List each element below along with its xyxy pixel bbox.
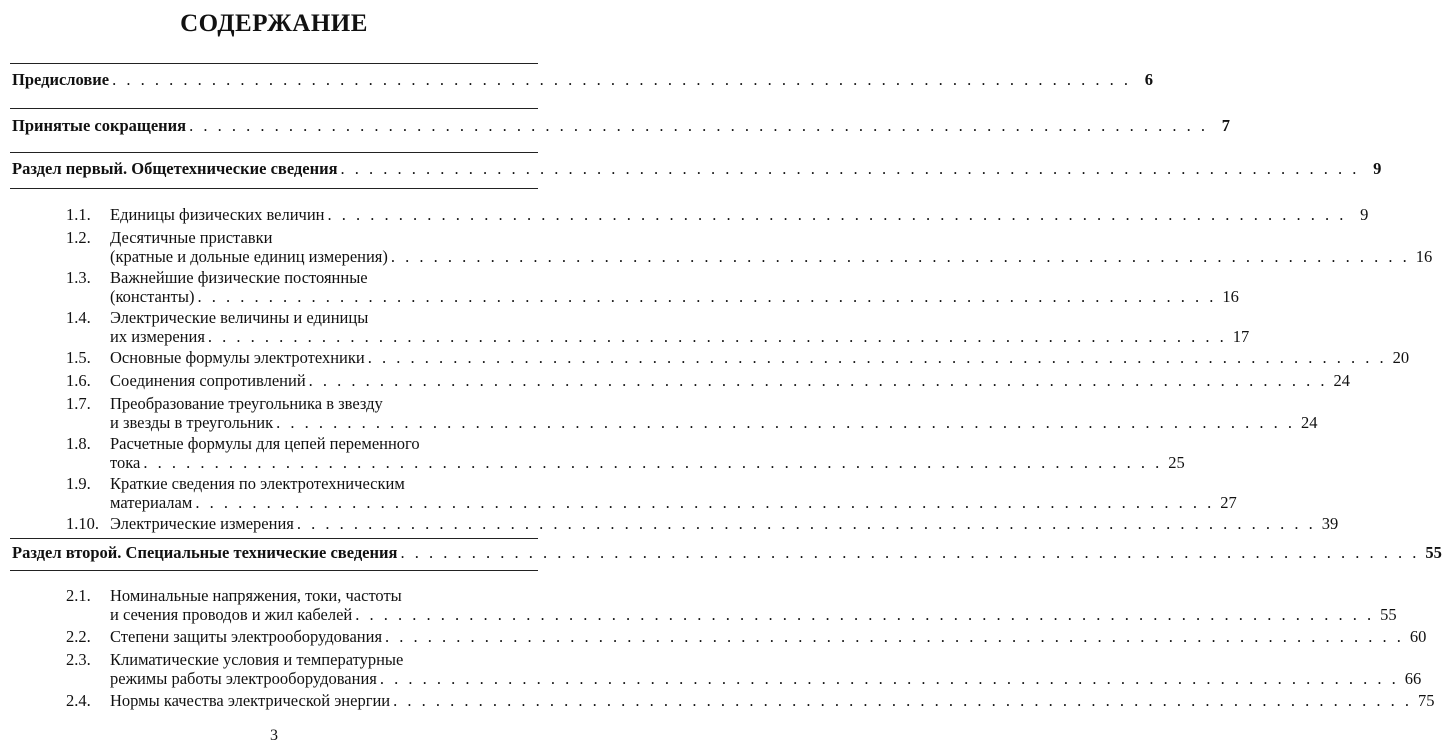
toc-entry-title: Краткие сведения по электротехническим (110, 474, 405, 493)
toc-entry (66, 586, 537, 606)
dot-leader (195, 493, 1214, 513)
toc-section-part1 (12, 159, 1382, 179)
toc-page-number: 20 (1392, 348, 1410, 367)
toc-page-number: 60 (1409, 627, 1427, 646)
toc-entry-title: Преобразование треугольника в звезду (110, 394, 383, 413)
toc-entry-number: 2.2. (66, 627, 91, 646)
toc-entry-title: Климатические условия и температурные (110, 650, 404, 669)
toc-entry-continuation (66, 287, 1239, 307)
toc-entry-title: Электрические измерения (110, 514, 294, 533)
toc-entry-continuation (66, 413, 1318, 433)
toc-entry (66, 371, 1351, 391)
dot-leader (328, 205, 1347, 225)
toc-entry-number: 1.2. (66, 228, 91, 247)
toc-entry-continuation (66, 669, 1422, 689)
page-number: 3 (270, 727, 278, 744)
toc-entry (66, 474, 537, 494)
dot-leader (143, 453, 1162, 473)
toc-page-number: 6 (1144, 70, 1154, 89)
dot-leader (380, 669, 1399, 689)
toc-section-part2 (12, 543, 1442, 563)
page-title: СОДЕРЖАНИЕ (180, 10, 368, 37)
toc-entry-continuation (66, 493, 1237, 513)
dot-leader (189, 116, 1208, 136)
dot-leader (276, 413, 1295, 433)
toc-entry-continuation (66, 247, 1433, 267)
toc-entry-number: 2.4. (66, 691, 91, 710)
dot-leader (297, 514, 1316, 534)
toc-page-number: 17 (1232, 327, 1250, 346)
toc-entry-number: 1.7. (66, 394, 91, 413)
toc-page-number: 55 (1380, 605, 1397, 624)
dot-leader (309, 371, 1328, 391)
toc-entry (66, 348, 1410, 368)
divider (10, 188, 538, 189)
toc-page-number: 16 (1222, 287, 1239, 306)
toc-entry (66, 394, 537, 414)
toc-entry-number: 1.4. (66, 308, 91, 327)
divider (10, 538, 538, 539)
toc-section-label: Раздел второй. Специальные технические сведения (12, 543, 398, 562)
toc-entry (66, 434, 537, 454)
dot-leader (393, 691, 1412, 711)
toc-entry-title: материалам (110, 493, 193, 512)
toc-page-number: 7 (1221, 116, 1230, 135)
toc-entry-number: 1.10. (66, 514, 99, 533)
toc-entry-continuation (66, 327, 1250, 347)
dot-leader (385, 627, 1404, 647)
toc-entry-number: 1.1. (66, 205, 91, 224)
dot-leader (197, 287, 1216, 307)
toc-entry (66, 514, 1339, 534)
toc-entry-title: Десятичные приставки (110, 228, 273, 247)
toc-entry-title: Расчетные формулы для цепей переменного (110, 434, 420, 453)
toc-section-abbreviations (12, 116, 1230, 136)
toc-page-number: 16 (1415, 247, 1433, 266)
toc-entry-number: 2.1. (66, 586, 91, 605)
toc-entry-title: (кратные и дольные единиц измерения) (110, 247, 388, 266)
toc-entry (66, 228, 537, 248)
toc-entry-continuation (66, 605, 1397, 625)
toc-entry-title: Электрические величины и единицы (110, 308, 369, 327)
toc-entry-title: их измерения (110, 327, 205, 346)
toc-entry (66, 205, 1369, 225)
toc-section-label: Принятые сокращения (12, 116, 187, 135)
toc-entry (66, 308, 537, 328)
toc-entry-number: 1.5. (66, 348, 91, 367)
toc-entry-title: режимы работы электрооборудования (110, 669, 377, 688)
toc-page-number: 24 (1333, 371, 1351, 390)
toc-entry-number: 1.3. (66, 268, 91, 287)
toc-entry (66, 268, 537, 288)
toc-page-number: 39 (1321, 514, 1339, 533)
dot-leader (208, 327, 1227, 347)
toc-entry (66, 627, 1427, 647)
toc-entry-continuation (66, 453, 1185, 473)
toc-entry-title: Степени защиты электрооборудования (110, 627, 383, 646)
dot-leader (391, 247, 1410, 267)
toc-page-number: 55 (1425, 543, 1442, 562)
toc-page-number: 9 (1360, 205, 1369, 224)
toc-entry-title: Единицы физических величин (110, 205, 325, 224)
toc-section-preface (12, 70, 1154, 90)
toc-page-number: 75 (1418, 691, 1435, 710)
divider (10, 63, 538, 64)
toc-entry-number: 1.8. (66, 434, 91, 453)
toc-page-number: 27 (1220, 493, 1237, 512)
toc-entry-title: и звезды в треугольник (110, 413, 274, 432)
toc-entry-title: Основные формулы электротехники (110, 348, 365, 367)
toc-entry-title: Соединения сопротивлений (110, 371, 306, 390)
dot-leader (355, 605, 1374, 625)
toc-entry (66, 691, 1435, 711)
toc-entry-number: 2.3. (66, 650, 91, 669)
toc-page-number: 9 (1373, 159, 1382, 178)
dot-leader (112, 70, 1131, 90)
toc-entry-title: Нормы качества электрической энергии (110, 691, 391, 710)
dot-leader (341, 159, 1360, 179)
dot-leader (400, 543, 1419, 563)
toc-entry-title: Номинальные напряжения, токи, частоты (110, 586, 402, 605)
toc-page-number: 66 (1404, 669, 1422, 688)
toc-page-number: 24 (1300, 413, 1318, 432)
toc-entry-number: 1.9. (66, 474, 91, 493)
divider (10, 108, 538, 109)
toc-page-number: 25 (1168, 453, 1185, 472)
toc-entry-title: (константы) (110, 287, 195, 306)
toc-section-label: Раздел первый. Общетехнические сведения (12, 159, 338, 178)
toc-entry-title: и сечения проводов и жил кабелей (110, 605, 353, 624)
toc-entry-number: 1.6. (66, 371, 91, 390)
divider (10, 152, 538, 153)
toc-section-label: Предисловие (12, 70, 110, 89)
toc-entry-title: Важнейшие физические постоянные (110, 268, 368, 287)
divider (10, 570, 538, 571)
dot-leader (368, 348, 1387, 368)
toc-entry-title: тока (110, 453, 141, 472)
toc-entry (66, 650, 537, 670)
